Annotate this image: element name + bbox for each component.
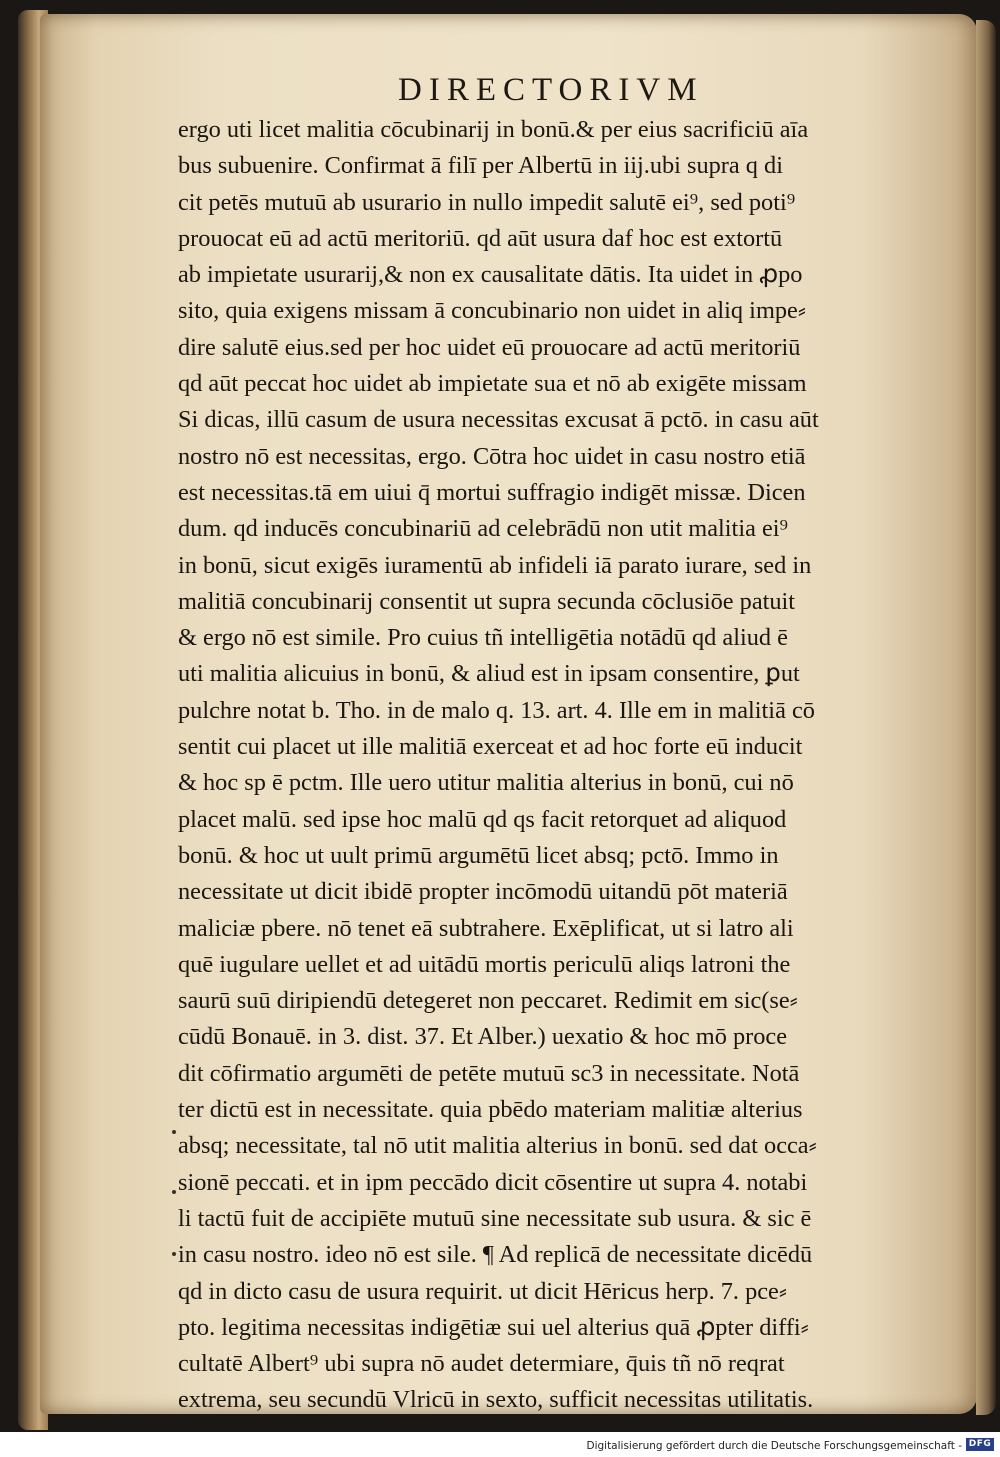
margin-tick (172, 1130, 176, 1134)
text-line: extrema, seu secundū Vlricū in sexto, sufficit necessitas utilitatis. (178, 1386, 814, 1414)
text-line: est necessitas.tā em uiui q̄ mortui suffragio indigēt missæ. Dicen (178, 478, 806, 506)
footer-credit: Digitalisierung gefördert durch die Deutsche Forschungsgemeinschaft - (586, 1440, 962, 1452)
text-line: Si dicas, illū casum de usura necessitas excusat ā pctō. in casu aūt (178, 406, 819, 434)
text-line: pto. legitima necessitas indigētiæ sui uel alterius quā ꝓpter diffi⸗ (178, 1313, 809, 1341)
text-line: dire salutē eius.sed per hoc uidet eū prouocare ad actū meritoriū (178, 333, 801, 361)
text-line: & hoc sp ē pctm. Ille uero utitur malitia alterius in bonū, cui nō (178, 769, 794, 797)
footer-bar (0, 1432, 1000, 1457)
text-line: prouocat eū ad actū meritoriū. qd aūt usura daf hoc est extortū (178, 224, 783, 252)
running-head: DIRECTORIVM (398, 72, 704, 108)
text-line: pulchre notat b. Tho. in de malo q. 13. art. 4. Ille em in malitiā cō (178, 696, 815, 724)
text-line: bonū. & hoc ut uult primū argumētū licet absq; pctō. Immo in (178, 841, 779, 869)
text-line: li tactū fuit de accipiēte mutuū sine necessitate sub usura. & sic ē (178, 1204, 812, 1232)
text-line: maliciæ pbere. nō tenet eā subtrahere. Exēplificat, ut si latro ali (178, 914, 794, 942)
text-line: ter dictū est in necessitate. quia pbēdo materiam malitiæ alterius (178, 1096, 803, 1124)
text-line: quē iugulare uellet et ad uitādū mortis periculū aliqs latroni the (178, 950, 791, 978)
text-line: absq; necessitate, tal nō utit malitia alterius in bonū. sed dat occa⸗ (178, 1132, 817, 1160)
text-line: nostro nō est necessitas, ergo. Cōtra hoc uidet in casu nostro etiā (178, 442, 806, 470)
text-line: sionē peccati. et in ipm peccādo dicit cōsentire ut supra 4. notabi (178, 1168, 808, 1196)
margin-tick (172, 1252, 176, 1256)
text-line: cultatē Albert⁹ ubi supra nō audet determiare, q̄uis tñ nō reqrat (178, 1350, 785, 1378)
text-line: ergo uti licet malitia cōcubinarij in bonū.& per eius sacrificiū aīa (178, 116, 809, 143)
text-line: qd aūt peccat hoc uidet ab impietate sua et nō ab exigēte missam (178, 370, 807, 398)
text-line: saurū suū diripiendū detegeret non peccaret. Redimit em sic(se⸗ (178, 987, 798, 1015)
margin-tick (172, 1190, 176, 1194)
dfg-logo: DFG (966, 1438, 994, 1451)
text-line: uti malitia alicuius in bonū, & aliud est in ipsam consentire, ꝑut (178, 660, 800, 688)
text-line: & ergo nō est simile. Pro cuius tñ intelligētia notādū qd aliud ē (178, 624, 788, 652)
margin-marks (172, 1130, 184, 1260)
text-line: malitiā concubinarij consentit ut supra secunda cōclusiōe patuit (178, 587, 796, 615)
text-block (178, 112, 938, 1419)
text-line: necessitate ut dicit ibidē propter incōmodū uitandū pōt materiā (178, 878, 788, 906)
page-gutter-edge (976, 20, 996, 1415)
text-line: sentit cui placet ut ille malitiā exerceat et ad hoc forte eū inducit (178, 733, 803, 761)
text-line: placet malū. sed ipse hoc malū qd qs facit retorquet ad aliquod (178, 805, 787, 833)
text-line: in casu nostro. ideo nō est sile. ¶ Ad replicā de necessitate dicēdū (178, 1241, 813, 1269)
text-line: in bonū, sicut exigēs iuramentū ab infideli iā parato iurare, sed in (178, 551, 812, 579)
text-line: dum. qd inducēs concubinariū ad celebrādū non utit malitia ei⁹ (178, 515, 789, 543)
text-line: cit petēs mutuū ab usurario in nullo impedit salutē ei⁹, sed poti⁹ (178, 188, 796, 216)
text-line: cūdū Bonauē. in 3. dist. 37. Et Alber.) uexatio & hoc mō proce (178, 1023, 788, 1051)
text-line: sito, quia exigens missam ā concubinario non uidet in aliq impe⸗ (178, 297, 806, 325)
text-line: ab impietate usurarij,& non ex causalitate dātis. Ita uidet in ꝓpo (178, 261, 803, 289)
text-line: bus subuenire. Confirmat ā filī per Albertū in iij.ubi supra q di (178, 152, 783, 180)
text-line: qd in dicto casu de usura requirit. ut dicit Hēricus herp. 7. pce⸗ (178, 1277, 787, 1305)
text-line: dit cōfirmatio argumēti de petēte mutuū sc3 in necessitate. Notā (178, 1059, 800, 1087)
